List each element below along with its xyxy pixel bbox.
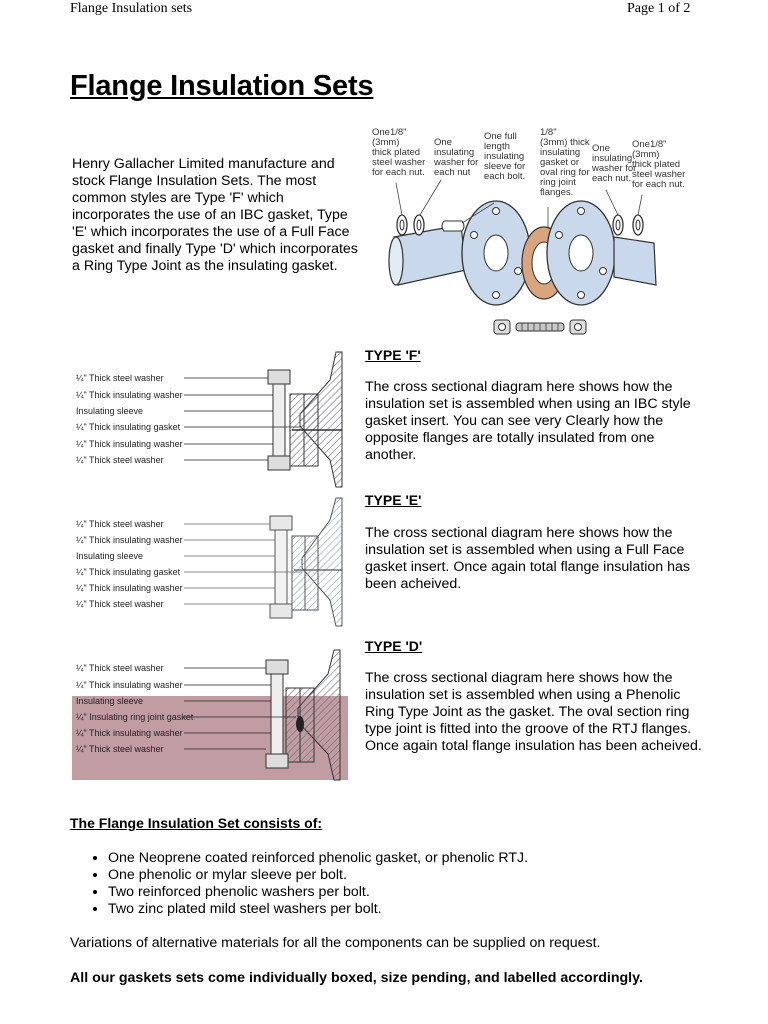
labels-d-label-4: ¼" Thick insulating washer <box>76 728 183 738</box>
exploded-label-2-3: sleeve for <box>484 161 526 172</box>
labels-e-label-5: ¼" Thick steel washer <box>76 599 164 609</box>
variations-note: Variations of alternative materials for all the components can be supplied on request. <box>70 935 601 951</box>
components-heading: The Flange Insulation Set consists of: <box>70 815 323 831</box>
labels-d-label-1: ¼" Thick insulating washer <box>76 680 183 690</box>
list-item: • One phenolic or mylar sleeve per bolt. <box>108 867 748 884</box>
labels-d-label-0: ¼" Thick steel washer <box>76 663 164 673</box>
exploded-label-2-4: each bolt. <box>484 171 526 182</box>
labels-e-label-3: ¼" Thick insulating gasket <box>76 567 181 577</box>
exploded-label-1-2: washer for <box>434 157 479 168</box>
exploded-label-0-2: thick plated <box>372 147 421 158</box>
exploded-label-3-6: flanges. <box>540 187 574 198</box>
exploded-flange-illustration <box>366 125 686 340</box>
labels-f-label-1: ¼" Thick insulating washer <box>76 390 183 400</box>
exploded-label-5-1: (3mm) <box>632 149 660 160</box>
left-pipe-end <box>389 237 403 285</box>
section-type-f <box>76 352 342 487</box>
exploded-label-0-4: for each nut. <box>372 167 425 178</box>
exploded-label-3-3: gasket or <box>540 157 580 168</box>
exploded-label-4-3: each nut. <box>592 173 632 184</box>
exploded-label-0-3: steel washer <box>372 157 426 168</box>
section-type-e <box>76 498 342 626</box>
exploded-label-0-1: (3mm) <box>372 137 400 148</box>
labels-d-label-2: Insulating sleeve <box>76 696 144 706</box>
exploded-label-2-0: One full <box>484 131 517 142</box>
list-item: • Two reinforced phenolic washers per bolt. <box>108 884 748 901</box>
labels-f-label-5: ¼" Thick steel washer <box>76 455 164 465</box>
exploded-label-4-0: One <box>592 143 610 154</box>
labels-d-label-5: ¼" Thick steel washer <box>76 744 164 754</box>
exploded-label-2-1: length <box>484 141 510 152</box>
right-pipe <box>614 237 656 285</box>
type-d-description: The cross sectional diagram here shows how the insulation set is assembled when using a Phenolic Ring Type Joint as the gasket. The oval section ring type joint is fitted into the groove of the RTJ flanges. Once again total flange insulation has been acheived. <box>365 670 702 754</box>
list-item: • One Neoprene coated reinforced phenolic gasket, or phenolic RTJ. <box>108 850 748 867</box>
insulating-sleeve <box>442 221 464 231</box>
exploded-label-1-0: One <box>434 137 452 148</box>
type-d-heading: TYPE 'D' <box>365 638 423 654</box>
type-e-description: The cross sectional diagram here shows how the insulation set is assembled when using a Full Face gasket insert. Once again total flange insulation has been acheived. <box>365 525 690 592</box>
exploded-label-5-3: steel washer <box>632 169 686 180</box>
exploded-label-1-3: each nut <box>434 167 471 178</box>
labels-e-label-1: ¼" Thick insulating washer <box>76 535 183 545</box>
labels-e-label-2: Insulating sleeve <box>76 551 144 561</box>
exploded-label-5-0: One1/8" <box>632 139 667 150</box>
exploded-label-4-2: washer for <box>592 163 637 174</box>
intro-paragraph: Henry Gallacher Limited manufacture and stock Flange Insulation Sets. The most common styles are Type 'F' which incorporates the use of an IBC gasket, Type 'E' which incorporates the use of a Full Face gasket and finally Type 'D' which incorporates a Ring Type Joint as the insulating gasket. <box>72 156 358 274</box>
labels-f-label-3: ¼" Thick insulating gasket <box>76 422 181 432</box>
type-f-description: The cross sectional diagram here shows how the insulation set is assembled when using an IBC style gasket insert. You can see very Clearly how the opposite flanges are totally insulated from one another. <box>365 379 691 463</box>
cross-section-diagrams <box>72 352 348 782</box>
exploded-label-3-0: 1/8" <box>540 127 557 138</box>
labels-e-label-4: ¼" Thick insulating washer <box>76 583 183 593</box>
exploded-labels <box>372 127 685 198</box>
exploded-label-3-2: insulating <box>540 147 581 158</box>
exploded-label-2-2: insulating <box>484 151 525 162</box>
labels-e-label-0: ¼" Thick steel washer <box>76 519 164 529</box>
exploded-label-3-4: oval ring for <box>540 167 590 178</box>
exploded-label-0-0: One1/8" <box>372 127 407 138</box>
packaging-note: All our gaskets sets come individually boxed, size pending, and labelled accordingly. <box>70 970 643 986</box>
labels-f-label-2: Insulating sleeve <box>76 406 144 416</box>
labels-d-label-3: ¼" Insulating ring joint gasket <box>76 712 194 722</box>
exploded-label-3-5: ring joint <box>540 177 576 188</box>
running-header-left: Flange Insulation sets <box>70 1 193 16</box>
list-item: • Two zinc plated mild steel washers per bolt. <box>108 901 748 918</box>
left-flange-bore <box>484 235 508 271</box>
exploded-label-3-1: (3mm) thick <box>540 137 590 148</box>
exploded-label-4-1: insulating <box>592 153 633 164</box>
components-list <box>72 850 748 918</box>
labels-f-label-0: ¼" Thick steel washer <box>76 373 164 383</box>
exploded-label-5-4: for each nut. <box>632 179 685 190</box>
exploded-label-5-2: thick plated <box>632 159 681 170</box>
section-type-d <box>72 650 348 780</box>
page-title: Flange Insulation Sets <box>70 70 374 102</box>
page-number: Page 1 of 2 <box>627 1 691 16</box>
type-f-heading: TYPE 'F' <box>365 347 421 363</box>
exploded-label-1-1: insulating <box>434 147 475 158</box>
type-e-heading: TYPE 'E' <box>365 492 422 508</box>
labels-f-label-4: ¼" Thick insulating washer <box>76 439 183 449</box>
